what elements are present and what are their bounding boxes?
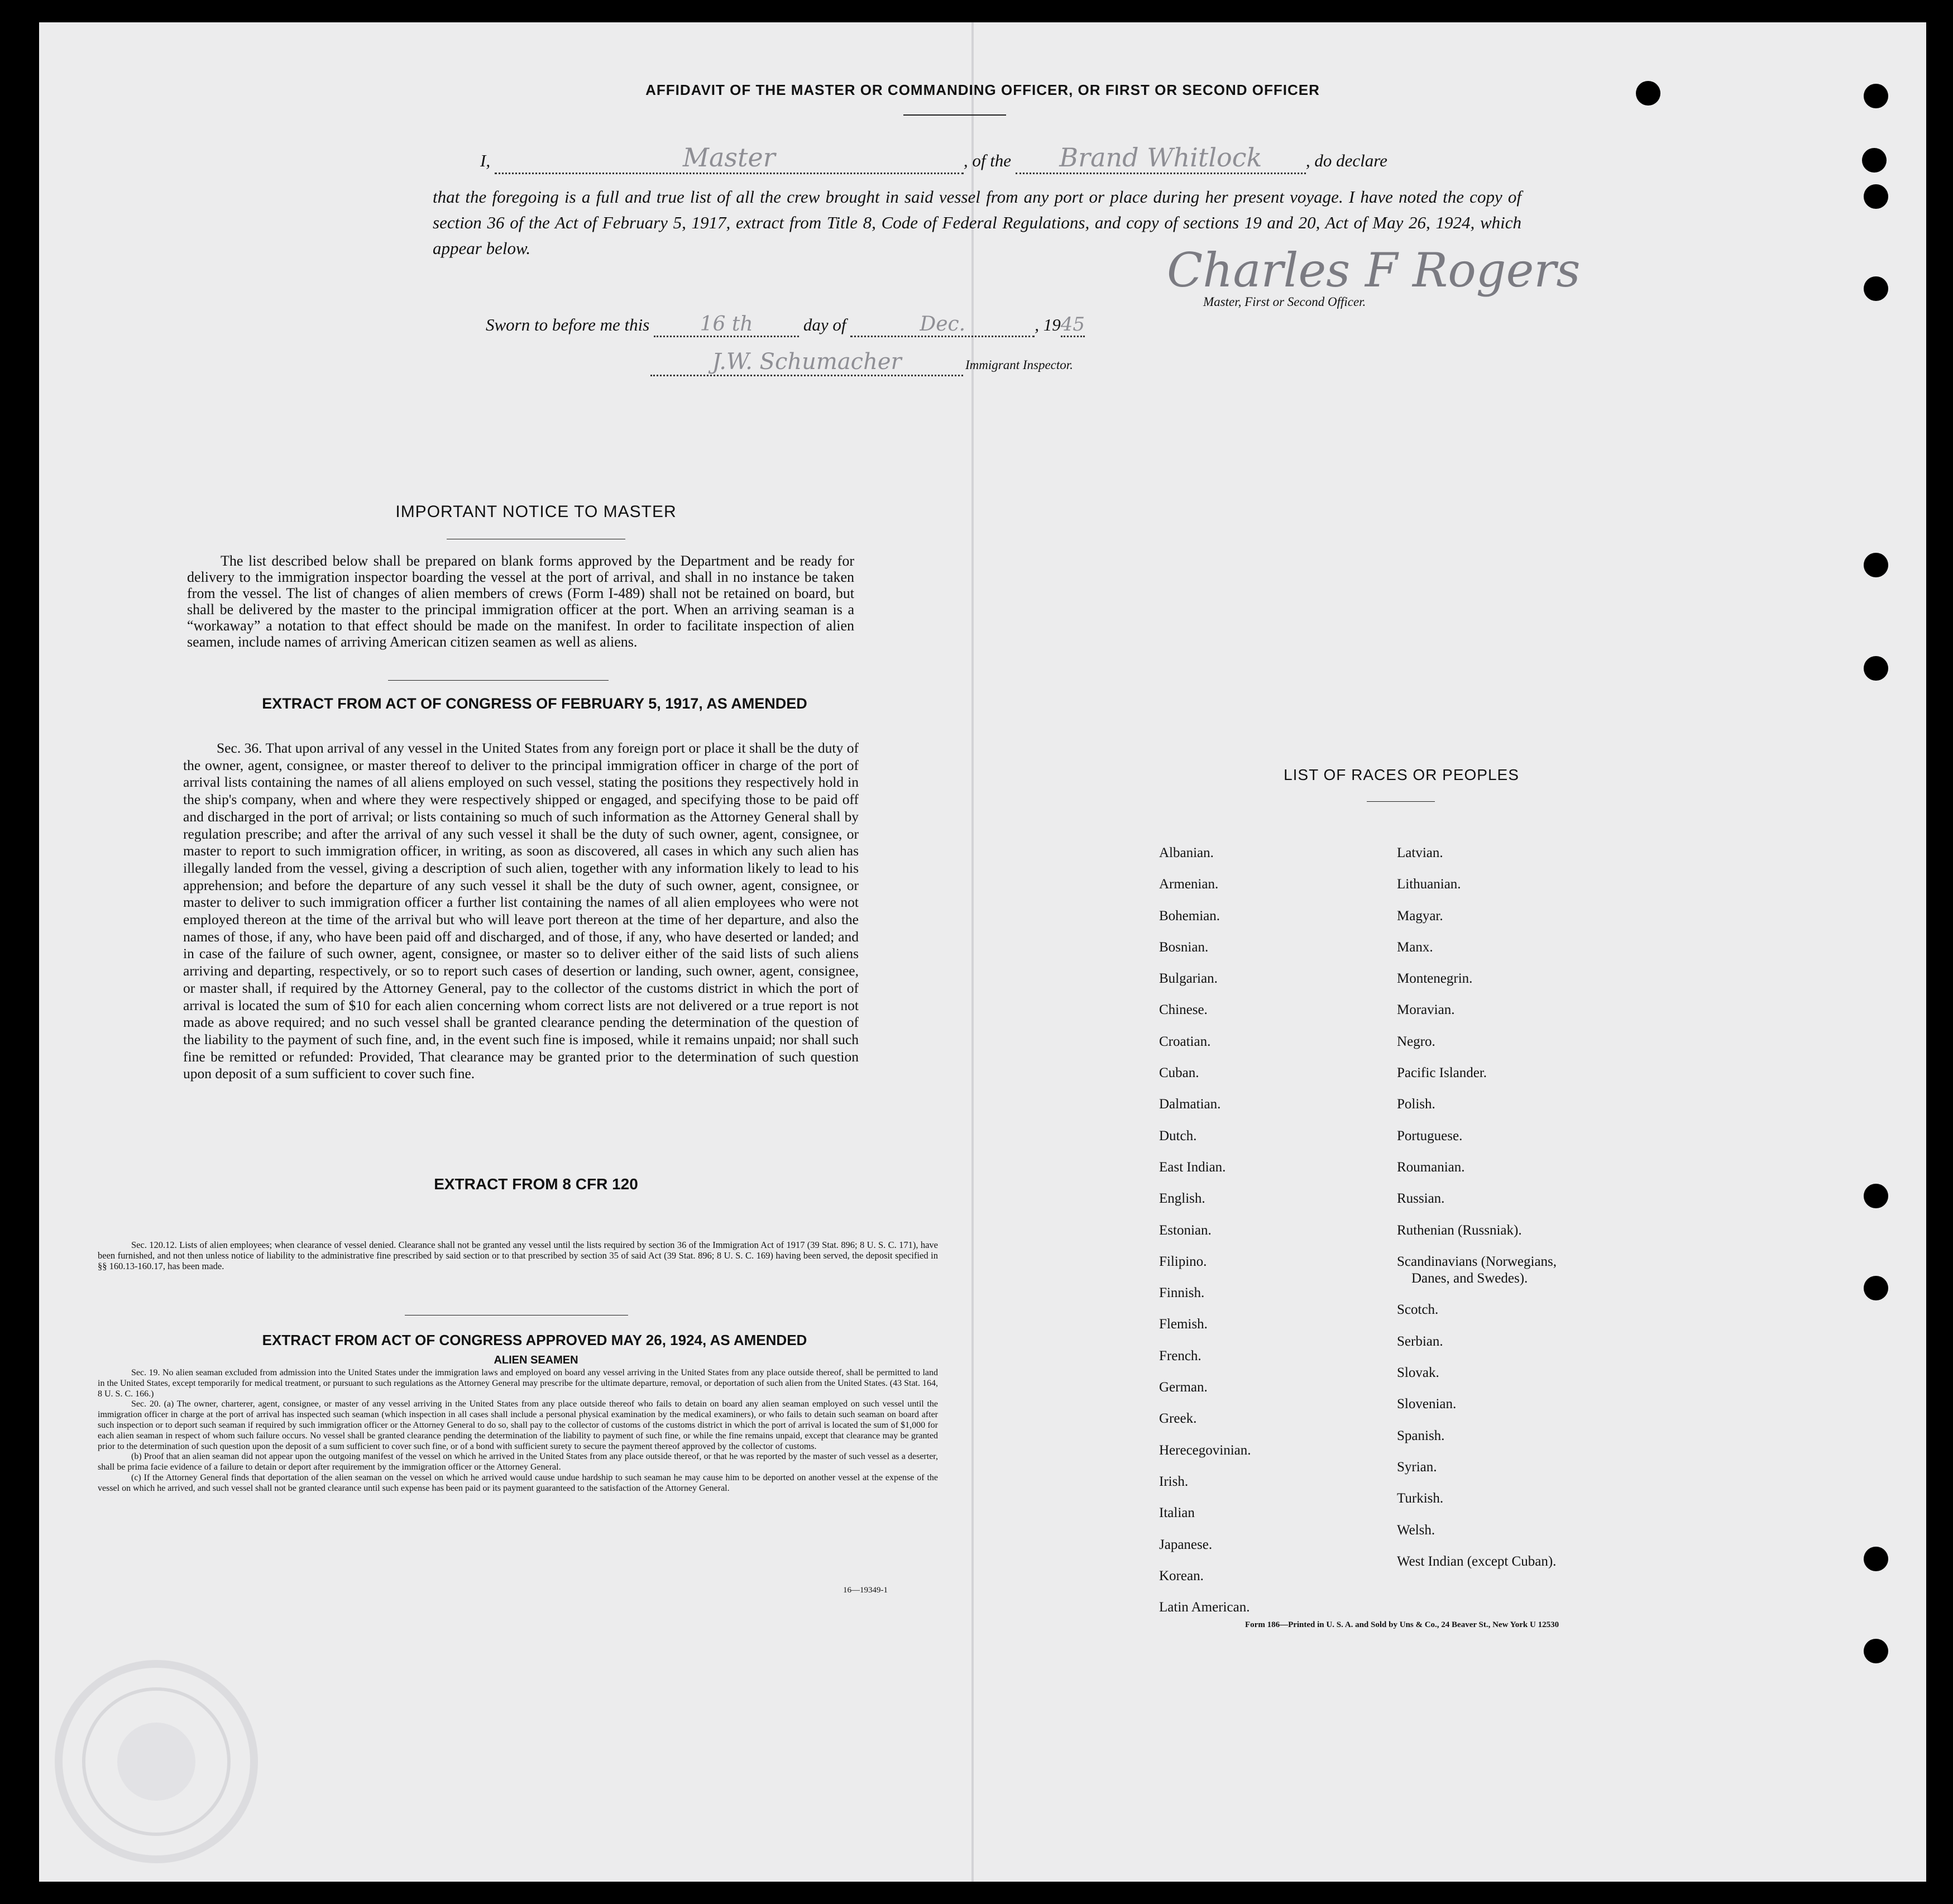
race-item: Magyar. <box>1397 908 1443 924</box>
race-item: Dutch. <box>1159 1128 1197 1144</box>
year-prefix: , 19 <box>1035 315 1061 334</box>
race-item: Filipino. <box>1159 1254 1207 1269</box>
race-item: Turkish. <box>1397 1491 1444 1506</box>
position-value: Master <box>682 142 776 173</box>
race-item: Cuban. <box>1159 1065 1199 1081</box>
race-item: Russian. <box>1397 1191 1445 1207</box>
center-fold <box>971 22 974 1882</box>
title-divider <box>903 114 1006 116</box>
declaration-line <box>480 142 1524 176</box>
race-item: Ruthenian (Russniak). <box>1397 1222 1522 1238</box>
race-item: Negro. <box>1397 1034 1435 1049</box>
race-item: Roumanian. <box>1397 1159 1465 1175</box>
race-item: Korean. <box>1159 1568 1204 1584</box>
declaration-text: that the foregoing is a full and true list of all the crew brought in said vessel from any port or place during her present voyage. I have noted the copy of section 36 of the Act of February 5, 1917, extract from Title 8, Code of Federal Regulations, and copy of sections 19 and 20, Act of May 26, 1924, which appear below. <box>433 187 1521 258</box>
race-item: Spanish. <box>1397 1428 1445 1443</box>
race-item: Montenegrin. <box>1397 971 1473 987</box>
extract-1924-body <box>98 1368 938 1494</box>
vessel-value: Brand Whitlock <box>1059 142 1262 173</box>
race-item: Albanian. <box>1159 845 1214 860</box>
extract-1924-title: EXTRACT FROM ACT OF CONGRESS APPROVED MAY 26, 1924, AS AMENDED <box>262 1332 807 1348</box>
race-item: German. <box>1159 1380 1208 1395</box>
of-the-label: , of the <box>963 151 1012 170</box>
binder-hole <box>1864 1184 1888 1208</box>
race-item: Manx. <box>1397 939 1433 955</box>
binder-hole <box>1864 276 1888 301</box>
day-value: 16 th <box>700 313 753 336</box>
position-field[interactable] <box>495 142 964 174</box>
binder-hole <box>1864 656 1888 681</box>
race-item: Slovak. <box>1397 1365 1439 1381</box>
binder-hole <box>1862 148 1887 173</box>
race-item: Estonian. <box>1159 1222 1212 1238</box>
race-item: French. <box>1159 1348 1202 1364</box>
race-item: Portuguese. <box>1397 1128 1463 1144</box>
race-item: Pacific Islander. <box>1397 1065 1487 1081</box>
race-item: Irish. <box>1159 1474 1189 1489</box>
binder-hole <box>1864 184 1888 209</box>
sec-19-paragraph: Sec. 19. No alien seaman excluded from admission into the United States under the immigration laws and employed on board any vessel arriving in the United States from any place outside thereof, shall be permitted to land in the United States, except temporarily for medical treatment, or pursuant to such regulations as the Attorney General may prescribe for the ultimate departure, removal, or deportation of such alien from the United States. (43 Stat. 164, 8 U. S. C. 166.) <box>98 1368 938 1399</box>
race-item: Armenian. <box>1159 877 1219 892</box>
races-column-1 <box>1159 838 1251 1623</box>
race-item: Serbian. <box>1397 1333 1443 1349</box>
year-value[interactable]: 45 <box>1061 313 1085 337</box>
race-item: Finnish. <box>1159 1285 1205 1301</box>
race-item: Greek. <box>1159 1411 1197 1427</box>
binder-hole <box>1864 553 1888 577</box>
extract-1924-subtitle: ALIEN SEAMEN <box>494 1354 578 1366</box>
race-item: Italian <box>1159 1505 1195 1521</box>
race-item: Scandinavians (Norwegians, <box>1397 1254 1557 1269</box>
form-sheet <box>39 22 1926 1882</box>
binder-hole <box>1864 1547 1888 1571</box>
race-item: Bohemian. <box>1159 908 1220 924</box>
extract-1917-body: Sec. 36. That upon arrival of any vessel in the United States from any foreign port or place it shall be the duty of the owner, agent, consignee, or master thereof to deliver to the principal immigration officer in charge of the port of arrival lists containing the names of all aliens employed on such vessel, stating the positions they respectively hold in the ship's company, when and where they were respectively shipped or engaged, and specifying those to be paid off and discharged in the port of arrival; or lists containing so much of such information as the Attorney General shall by regulation prescribe; and after the arrival of any such vessel it shall be the duty of such owner, agent, consignee, or master to report to such immigration officer, in writing, as soon as discovered, all cases in which any such alien has illegally landed from the vessel, giving a description of such alien, together with any information likely to lead to his apprehension; and before the departure of any such vessel it shall be the duty of such owner, agent, consignee, or master to deliver to such immigration officer a further list containing the names of all alien employees who were not employed thereon at the time of the arrival but who will leave port thereon at the time of her departure, and also the names of those, if any, who have been paid off and discharged, and of those, if any, who have deserted or landed; and in case of the failure of such owner, agent, consignee, or master so to deliver either of the said lists of such aliens arriving and departing, respectively, or so to report such cases of desertion or landing, such owner, agent, consignee, or master shall, if required by the Attorney General, pay to the collector of the customs district in which the port of arrival is located the sum of $10 for each alien concerning whom correct lists are not delivered or a true report is not made as above required; and no such vessel shall be granted clearance pending the determination of the question of the liability to the payment of such fine, and, in the event such fine is imposed, while it remains unpaid; nor shall such fine be remitted or refunded: Provided, That clearance may be granted prior to the determination of such question upon deposit of a sum sufficient to cover such fine. <box>183 740 859 1082</box>
race-item: Polish. <box>1397 1097 1435 1112</box>
race-item: Bosnian. <box>1159 939 1209 955</box>
sec-20a-paragraph: Sec. 20. (a) The owner, charterer, agent, consignee, or master of any vessel arriving in the United States from any place outside thereof who fails to detain on board any alien seaman employed on such vessel until the immigration officer in charge at the port of arrival has inspected such seaman (which inspection in all cases shall include a personal physical examination by the medical examiners), or who fails to detain such seaman on board after such inspection or to deport such seaman if required by such immigration officer or the Attorney General to do so, shall pay to the collector of customs of the customs district in which the port of arrival is located the sum of $1,000 for each alien seaman in respect of whom such failure occurs. No vessel shall be granted clearance pending the determination of the liability to payment of such fine, or while the fine remains unpaid, except that clearance may be granted prior to the determination of such question upon the deposit of a sum sufficient to cover such fine, or of a bond with sufficient surety to secure the payment thereof approved by the collector of customs. <box>98 1399 938 1451</box>
extract-cfr-title: EXTRACT FROM 8 CFR 120 <box>434 1175 638 1193</box>
master-signature: Charles F Rogers <box>1167 243 1581 298</box>
sec-20b-paragraph: (b) Proof that an alien seaman did not appear upon the outgoing manifest of the vessel on which he arrived in the United States from any place outside thereof, or that he was reported by the master of such vessel as a deserter, shall be prima facie evidence of a failure to detain or deport after requirement by the immigration officer or the Attorney General. <box>98 1452 938 1472</box>
race-item: West Indian (except Cuban). <box>1397 1553 1557 1569</box>
race-item: Croatian. <box>1159 1034 1211 1049</box>
race-item: Flemish. <box>1159 1317 1208 1332</box>
race-item: Herecegovinian. <box>1159 1442 1251 1458</box>
race-item: East Indian. <box>1159 1159 1226 1175</box>
race-item: Welsh. <box>1397 1522 1435 1538</box>
do-declare-label: , do declare <box>1305 151 1387 170</box>
notice-body: The list described below shall be prepared on blank forms approved by the Department and be ready for delivery to the immigration inspector boarding the vessel at the port of arrival, and shall in no instance be taken from the vessel. The list of changes of alien members of crews (Form I-489) shall not be retained on board, but shall be delivered by the master to the principal immigration officer at the port. When an arriving seaman is a “workaway” a notation to that effect should be made on the manifest. In order to facilitate inspection of alien seamen, include names of arriving American citizen seamen as well as aliens. <box>187 553 854 650</box>
inspector-signature[interactable]: J.W. Schumacher <box>650 349 963 376</box>
race-item: Bulgarian. <box>1159 971 1218 987</box>
races-column-2 <box>1397 838 1557 1577</box>
race-item: Slovenian. <box>1397 1396 1457 1412</box>
race-item: Lithuanian. <box>1397 877 1461 892</box>
month-value: Dec. <box>920 313 966 336</box>
race-item: English. <box>1159 1191 1205 1207</box>
race-item: Chinese. <box>1159 1002 1208 1018</box>
month-field[interactable] <box>850 313 1035 337</box>
notice-end-divider <box>388 680 609 681</box>
signature-caption: Master, First or Second Officer. <box>1203 295 1366 309</box>
race-item: Moravian. <box>1397 1002 1455 1018</box>
embossed-seal <box>45 1642 268 1882</box>
race-item: Syrian. <box>1397 1459 1437 1475</box>
race-item: Japanese. <box>1159 1537 1213 1552</box>
binder-hole <box>1864 84 1888 108</box>
extract-cfr-body: Sec. 120.12. Lists of alien employees; when clearance of vessel denied. Clearance shall not be granted any vessel until the lists required by section 36 of the Immigration Act of 1917 (39 Stat. 896; 8 U. S. C. 171), have been furnished, and not then unless notice of liability to the administrative fine prescribed by said section or to that prescribed by section 35 of said Act (39 Stat. 896; 8 U. S. C. 169) having been served, the deposit specified in §§ 160.13-160.17, has been made. <box>98 1240 938 1271</box>
race-item: Latin American. <box>1159 1600 1250 1615</box>
i-label: I, <box>480 151 491 170</box>
day-field[interactable] <box>654 313 799 337</box>
sworn-line <box>486 313 1085 337</box>
sworn-label: Sworn to before me this <box>486 315 650 334</box>
race-item: Dalmatian. <box>1159 1097 1221 1112</box>
binder-hole <box>1864 1639 1888 1663</box>
form-code: 16—19349-1 <box>843 1586 888 1595</box>
inspector-caption: Immigrant Inspector. <box>965 358 1073 372</box>
binder-hole <box>1636 81 1660 106</box>
notice-title: IMPORTANT NOTICE TO MASTER <box>395 503 677 521</box>
vessel-field[interactable] <box>1016 142 1306 174</box>
race-item: Scotch. <box>1397 1302 1439 1318</box>
printer-line: Form 186—Printed in U. S. A. and Sold by Uns & Co., 24 Beaver St., New York U 12530 <box>1245 1620 1559 1629</box>
binder-hole <box>1864 1276 1888 1300</box>
race-item: Latvian. <box>1397 845 1443 860</box>
extract-1917-title: EXTRACT FROM ACT OF CONGRESS OF FEBRUARY 5, 1917, AS AMENDED <box>262 695 807 712</box>
inspector-line <box>650 349 1073 376</box>
race-item: Danes, and Swedes). <box>1411 1271 1528 1286</box>
day-of-label: day of <box>803 315 846 334</box>
affidavit-title: AFFIDAVIT OF THE MASTER OR COMMANDING OFFICER, OR FIRST OR SECOND OFFICER <box>645 82 1320 98</box>
races-title: LIST OF RACES OR PEOPLES <box>1284 766 1519 783</box>
sec-20c-paragraph: (c) If the Attorney General finds that deportation of the alien seaman on the vessel on which he arrived would cause undue hardship to such seaman he may cause him to be deported on another vessel at the expense of the vessel on which he arrived, and such vessel shall not be granted clearance until such expense has been paid or its payment guaranteed to the satisfaction of the Attorney General. <box>98 1472 938 1493</box>
races-divider <box>1367 801 1435 802</box>
